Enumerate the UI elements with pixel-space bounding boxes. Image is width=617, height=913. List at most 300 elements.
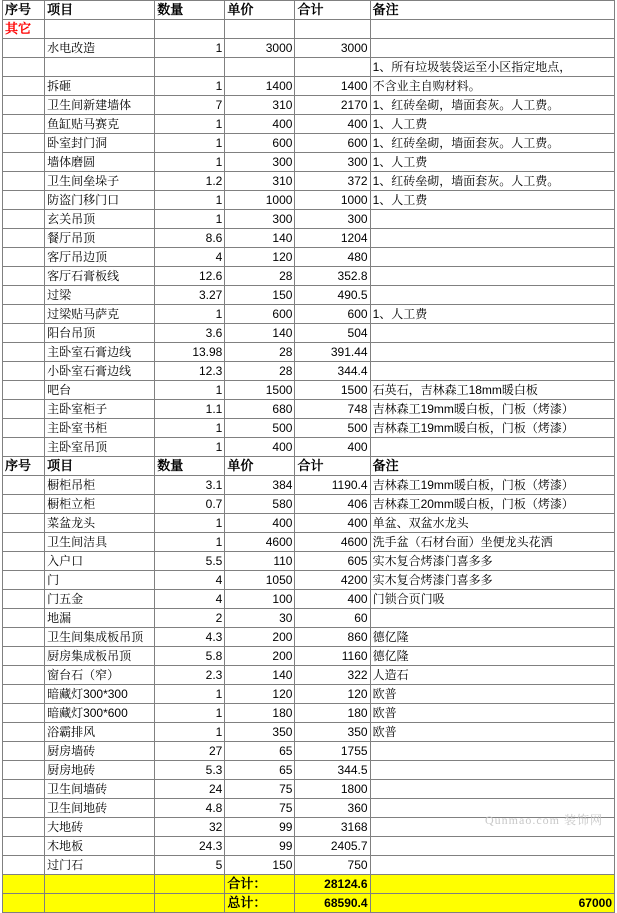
cell-item: 小卧室石膏边线 xyxy=(45,362,155,381)
table-row xyxy=(3,628,615,647)
table-header-row xyxy=(3,1,615,20)
table-row xyxy=(3,153,615,172)
cell-price: 180 xyxy=(225,704,295,723)
budget-table xyxy=(2,0,615,913)
table-row xyxy=(3,590,615,609)
empty-cell xyxy=(370,20,614,39)
cell-note: 单盆、双盆水龙头 xyxy=(370,514,614,533)
cell-qty: 2 xyxy=(155,609,225,628)
empty-cell xyxy=(225,20,295,39)
cell-price: 200 xyxy=(225,628,295,647)
section-label: 其它 xyxy=(3,20,45,39)
cell-index xyxy=(3,647,45,666)
table-row xyxy=(3,58,615,77)
cell-qty: 7 xyxy=(155,96,225,115)
subtotal-row xyxy=(3,875,615,894)
cell-qty: 4.3 xyxy=(155,628,225,647)
cell-index xyxy=(3,210,45,229)
cell-item: 主卧室书柜 xyxy=(45,419,155,438)
cell-index xyxy=(3,590,45,609)
table-row xyxy=(3,77,615,96)
table-row xyxy=(3,495,615,514)
cell-sum: 322 xyxy=(295,666,370,685)
cell-index xyxy=(3,381,45,400)
cell-note: 1、人工费 xyxy=(370,191,614,210)
header-price: 单价 xyxy=(225,457,295,476)
cell-price: 3000 xyxy=(225,39,295,58)
cell-index xyxy=(3,628,45,647)
cell-qty: 1 xyxy=(155,533,225,552)
cell-item xyxy=(45,58,155,77)
cell-qty: 1 xyxy=(155,77,225,96)
cell-note xyxy=(370,324,614,343)
cell-item: 暗藏灯300*300 xyxy=(45,685,155,704)
cell-note xyxy=(370,761,614,780)
cell-note xyxy=(370,362,614,381)
cell-index xyxy=(3,153,45,172)
cell-note: 1、所有垃圾装袋运至小区指定地点， xyxy=(370,58,614,77)
cell-price: 28 xyxy=(225,343,295,362)
empty-cell xyxy=(295,20,370,39)
cell-sum: 4200 xyxy=(295,571,370,590)
cell-item: 卫生间垒垛子 xyxy=(45,172,155,191)
cell-index xyxy=(3,134,45,153)
cell-price: 1000 xyxy=(225,191,295,210)
cell-note: 吉林森工19mm暖白板，门板（烤漆） xyxy=(370,476,614,495)
cell-item: 客厅吊边顶 xyxy=(45,248,155,267)
cell-note xyxy=(370,609,614,628)
cell-price: 1050 xyxy=(225,571,295,590)
cell-sum: 2170 xyxy=(295,96,370,115)
cell-qty: 1 xyxy=(155,191,225,210)
cell-note xyxy=(370,210,614,229)
cell-sum: 504 xyxy=(295,324,370,343)
cell-qty: 3.6 xyxy=(155,324,225,343)
header-qty: 数量 xyxy=(155,1,225,20)
cell-index xyxy=(3,571,45,590)
cell-item: 卫生间洁具 xyxy=(45,533,155,552)
cell-qty: 4.8 xyxy=(155,799,225,818)
cell-index xyxy=(3,305,45,324)
cell-price: 500 xyxy=(225,419,295,438)
final-total-value: 67000 xyxy=(370,894,614,913)
cell-qty: 24 xyxy=(155,780,225,799)
empty-cell xyxy=(155,894,225,913)
cell-note: 吉林森工20mm暖白板，门板（烤漆） xyxy=(370,495,614,514)
cell-price: 680 xyxy=(225,400,295,419)
cell-qty: 1 xyxy=(155,514,225,533)
cell-note: 1、人工费 xyxy=(370,305,614,324)
cell-qty: 8.6 xyxy=(155,229,225,248)
empty-cell xyxy=(45,875,155,894)
cell-index xyxy=(3,324,45,343)
table-row xyxy=(3,248,615,267)
cell-item: 大地砖 xyxy=(45,818,155,837)
cell-index xyxy=(3,742,45,761)
cell-price: 384 xyxy=(225,476,295,495)
cell-qty: 1 xyxy=(155,438,225,457)
cell-note xyxy=(370,39,614,58)
cell-qty xyxy=(155,58,225,77)
empty-cell xyxy=(370,875,614,894)
cell-index xyxy=(3,229,45,248)
watermark: Qunmao.com 装饰网 xyxy=(485,813,603,827)
table-row xyxy=(3,267,615,286)
cell-sum: 3000 xyxy=(295,39,370,58)
cell-item: 暗藏灯300*600 xyxy=(45,704,155,723)
cell-price: 30 xyxy=(225,609,295,628)
cell-item: 拆砸 xyxy=(45,77,155,96)
table-row xyxy=(3,742,615,761)
cell-index xyxy=(3,39,45,58)
cell-sum: 4600 xyxy=(295,533,370,552)
cell-price: 150 xyxy=(225,856,295,875)
cell-index xyxy=(3,818,45,837)
cell-index xyxy=(3,533,45,552)
cell-sum: 352.8 xyxy=(295,267,370,286)
cell-item: 入户口 xyxy=(45,552,155,571)
cell-index xyxy=(3,191,45,210)
table-row xyxy=(3,476,615,495)
cell-item: 卫生间地砖 xyxy=(45,799,155,818)
empty-cell xyxy=(3,894,45,913)
cell-item: 过门石 xyxy=(45,856,155,875)
cell-sum: 1800 xyxy=(295,780,370,799)
cell-index xyxy=(3,58,45,77)
cell-qty: 4 xyxy=(155,571,225,590)
cell-sum: 406 xyxy=(295,495,370,514)
cell-item: 卫生间新建墙体 xyxy=(45,96,155,115)
cell-index xyxy=(3,172,45,191)
empty-cell xyxy=(155,20,225,39)
cell-note: 欧普 xyxy=(370,704,614,723)
cell-note: 欧普 xyxy=(370,723,614,742)
cell-note: 洗手盆（石材台面）坐便龙头花洒 xyxy=(370,533,614,552)
cell-sum: 1190.4 xyxy=(295,476,370,495)
cell-qty: 4 xyxy=(155,590,225,609)
cell-sum: 1000 xyxy=(295,191,370,210)
cell-item: 防盗门移门口 xyxy=(45,191,155,210)
cell-item: 门 xyxy=(45,571,155,590)
table-row xyxy=(3,39,615,58)
cell-sum: 1204 xyxy=(295,229,370,248)
grand-total-value: 68590.4 xyxy=(295,894,370,913)
cell-price: 350 xyxy=(225,723,295,742)
table-row xyxy=(3,419,615,438)
table-row xyxy=(3,666,615,685)
cell-sum: 600 xyxy=(295,134,370,153)
cell-sum: 400 xyxy=(295,590,370,609)
cell-qty: 5.5 xyxy=(155,552,225,571)
table-row xyxy=(3,362,615,381)
cell-index xyxy=(3,96,45,115)
cell-note xyxy=(370,837,614,856)
cell-qty: 5.3 xyxy=(155,761,225,780)
header-index: 序号 xyxy=(3,457,45,476)
cell-index xyxy=(3,609,45,628)
cell-price: 140 xyxy=(225,666,295,685)
cell-sum: 2405.7 xyxy=(295,837,370,856)
cell-note: 1、人工费 xyxy=(370,153,614,172)
cell-item: 吧台 xyxy=(45,381,155,400)
cell-price: 300 xyxy=(225,153,295,172)
cell-note: 不含业主自购材料。 xyxy=(370,77,614,96)
table-header-row xyxy=(3,457,615,476)
cell-price: 4600 xyxy=(225,533,295,552)
cell-sum: 1500 xyxy=(295,381,370,400)
cell-sum: 1755 xyxy=(295,742,370,761)
cell-sum: 300 xyxy=(295,153,370,172)
table-row xyxy=(3,343,615,362)
cell-price: 400 xyxy=(225,438,295,457)
table-row xyxy=(3,210,615,229)
header-note: 备注 xyxy=(370,457,614,476)
cell-note: 实木复合烤漆门喜多多 xyxy=(370,571,614,590)
cell-item: 地漏 xyxy=(45,609,155,628)
header-sum: 合计 xyxy=(295,457,370,476)
cell-index xyxy=(3,419,45,438)
header-sum: 合计 xyxy=(295,1,370,20)
table-row xyxy=(3,552,615,571)
cell-note: 1、红砖垒砌，墙面套灰。人工费。 xyxy=(370,96,614,115)
cell-item: 主卧室吊顶 xyxy=(45,438,155,457)
cell-price: 65 xyxy=(225,761,295,780)
cell-item: 木地板 xyxy=(45,837,155,856)
cell-item: 卫生间集成板吊顶 xyxy=(45,628,155,647)
table-row xyxy=(3,115,615,134)
cell-qty: 1 xyxy=(155,134,225,153)
cell-sum: 180 xyxy=(295,704,370,723)
cell-note xyxy=(370,438,614,457)
table-row xyxy=(3,172,615,191)
cell-index xyxy=(3,514,45,533)
cell-price: 1400 xyxy=(225,77,295,96)
table-row xyxy=(3,856,615,875)
cell-sum: 1400 xyxy=(295,77,370,96)
cell-price: 99 xyxy=(225,818,295,837)
cell-price: 310 xyxy=(225,172,295,191)
header-qty: 数量 xyxy=(155,457,225,476)
cell-sum: 600 xyxy=(295,305,370,324)
cell-qty: 12.3 xyxy=(155,362,225,381)
cell-item: 主卧室柜子 xyxy=(45,400,155,419)
table-row xyxy=(3,229,615,248)
cell-price: 600 xyxy=(225,134,295,153)
cell-index xyxy=(3,761,45,780)
cell-index xyxy=(3,476,45,495)
cell-qty: 1.2 xyxy=(155,172,225,191)
cell-index xyxy=(3,362,45,381)
section-row xyxy=(3,20,615,39)
header-index: 序号 xyxy=(3,1,45,20)
subtotal-label: 合计： xyxy=(225,875,295,894)
cell-index xyxy=(3,77,45,96)
cell-note xyxy=(370,856,614,875)
cell-index xyxy=(3,780,45,799)
cell-item: 卫生间墙砖 xyxy=(45,780,155,799)
cell-qty: 24.3 xyxy=(155,837,225,856)
cell-item: 橱柜吊柜 xyxy=(45,476,155,495)
cell-qty: 1 xyxy=(155,115,225,134)
cell-price: 580 xyxy=(225,495,295,514)
cell-sum: 391.44 xyxy=(295,343,370,362)
cell-sum: 3168 xyxy=(295,818,370,837)
table-row xyxy=(3,685,615,704)
cell-note: 人造石 xyxy=(370,666,614,685)
cell-note: 石英石，吉林森工18mm暖白板 xyxy=(370,381,614,400)
subtotal-value: 28124.6 xyxy=(295,875,370,894)
empty-cell xyxy=(45,894,155,913)
cell-price: 400 xyxy=(225,115,295,134)
table-row xyxy=(3,438,615,457)
cell-qty: 5 xyxy=(155,856,225,875)
table-row xyxy=(3,381,615,400)
table-row xyxy=(3,704,615,723)
cell-index xyxy=(3,286,45,305)
cell-index xyxy=(3,248,45,267)
cell-price: 1500 xyxy=(225,381,295,400)
cell-qty: 5.8 xyxy=(155,647,225,666)
cell-qty: 3.27 xyxy=(155,286,225,305)
cell-sum xyxy=(295,58,370,77)
cell-qty: 1 xyxy=(155,39,225,58)
cell-index xyxy=(3,685,45,704)
cell-sum: 60 xyxy=(295,609,370,628)
cell-item: 卧室封门洞 xyxy=(45,134,155,153)
cell-price: 110 xyxy=(225,552,295,571)
cell-sum: 350 xyxy=(295,723,370,742)
cell-sum: 300 xyxy=(295,210,370,229)
cell-item: 水电改造 xyxy=(45,39,155,58)
cell-sum: 490.5 xyxy=(295,286,370,305)
cell-price xyxy=(225,58,295,77)
cell-sum: 372 xyxy=(295,172,370,191)
cell-qty: 32 xyxy=(155,818,225,837)
cell-item: 窗台石（窄） xyxy=(45,666,155,685)
cell-sum: 750 xyxy=(295,856,370,875)
cell-note xyxy=(370,780,614,799)
cell-index xyxy=(3,666,45,685)
table-row xyxy=(3,571,615,590)
table-row xyxy=(3,134,615,153)
header-note: 备注 xyxy=(370,1,614,20)
table-row xyxy=(3,514,615,533)
cell-index xyxy=(3,552,45,571)
cell-item: 鱼缸贴马赛克 xyxy=(45,115,155,134)
cell-sum: 500 xyxy=(295,419,370,438)
cell-qty: 12.6 xyxy=(155,267,225,286)
cell-price: 600 xyxy=(225,305,295,324)
cell-sum: 360 xyxy=(295,799,370,818)
header-item: 项目 xyxy=(45,457,155,476)
cell-price: 75 xyxy=(225,799,295,818)
cell-sum: 860 xyxy=(295,628,370,647)
cell-index xyxy=(3,837,45,856)
table-row xyxy=(3,96,615,115)
cell-price: 28 xyxy=(225,267,295,286)
cell-item: 过梁 xyxy=(45,286,155,305)
cell-sum: 1160 xyxy=(295,647,370,666)
cell-price: 65 xyxy=(225,742,295,761)
table-row xyxy=(3,647,615,666)
cell-price: 120 xyxy=(225,248,295,267)
cell-item: 厨房地砖 xyxy=(45,761,155,780)
header-price: 单价 xyxy=(225,1,295,20)
cell-note xyxy=(370,248,614,267)
cell-price: 99 xyxy=(225,837,295,856)
cell-qty: 1 xyxy=(155,381,225,400)
cell-item: 主卧室石膏边线 xyxy=(45,343,155,362)
cell-index xyxy=(3,400,45,419)
cell-sum: 120 xyxy=(295,685,370,704)
cell-sum: 400 xyxy=(295,514,370,533)
cell-qty: 3.1 xyxy=(155,476,225,495)
cell-qty: 2.3 xyxy=(155,666,225,685)
cell-note: 1、红砖垒砌，墙面套灰。人工费。 xyxy=(370,172,614,191)
cell-item: 玄关吊顶 xyxy=(45,210,155,229)
cell-item: 客厅石膏板线 xyxy=(45,267,155,286)
cell-note: 1、人工费 xyxy=(370,115,614,134)
cell-qty: 1 xyxy=(155,723,225,742)
cell-qty: 1 xyxy=(155,685,225,704)
cell-item: 厨房集成板吊顶 xyxy=(45,647,155,666)
cell-sum: 748 xyxy=(295,400,370,419)
cell-item: 浴霸排风 xyxy=(45,723,155,742)
cell-item: 过梁贴马萨克 xyxy=(45,305,155,324)
cell-price: 400 xyxy=(225,514,295,533)
cell-sum: 400 xyxy=(295,115,370,134)
cell-price: 310 xyxy=(225,96,295,115)
cell-note: 德亿隆 xyxy=(370,647,614,666)
table-row xyxy=(3,533,615,552)
cell-note xyxy=(370,742,614,761)
table-row xyxy=(3,286,615,305)
cell-note: 1、红砖垒砌，墙面套灰。人工费。 xyxy=(370,134,614,153)
header-item: 项目 xyxy=(45,1,155,20)
cell-note xyxy=(370,343,614,362)
table-row xyxy=(3,305,615,324)
cell-index xyxy=(3,438,45,457)
cell-index xyxy=(3,267,45,286)
cell-item: 墙体磨圆 xyxy=(45,153,155,172)
cell-sum: 480 xyxy=(295,248,370,267)
cell-item: 厨房墙砖 xyxy=(45,742,155,761)
cell-note xyxy=(370,229,614,248)
table-row xyxy=(3,780,615,799)
cell-price: 200 xyxy=(225,647,295,666)
cell-qty: 0.7 xyxy=(155,495,225,514)
cell-note: 吉林森工19mm暖白板，门板（烤漆） xyxy=(370,419,614,438)
table-row xyxy=(3,837,615,856)
cell-price: 75 xyxy=(225,780,295,799)
cell-item: 菜盆龙头 xyxy=(45,514,155,533)
empty-cell xyxy=(155,875,225,894)
cell-item: 橱柜立柜 xyxy=(45,495,155,514)
cell-price: 150 xyxy=(225,286,295,305)
table-row xyxy=(3,400,615,419)
cell-note xyxy=(370,267,614,286)
table-row xyxy=(3,609,615,628)
cell-price: 100 xyxy=(225,590,295,609)
cell-price: 120 xyxy=(225,685,295,704)
cell-index xyxy=(3,799,45,818)
cell-note xyxy=(370,286,614,305)
cell-item: 餐厅吊顶 xyxy=(45,229,155,248)
cell-qty: 1 xyxy=(155,210,225,229)
cell-qty: 13.98 xyxy=(155,343,225,362)
cell-note: 门锁合页门吸 xyxy=(370,590,614,609)
cell-sum: 344.4 xyxy=(295,362,370,381)
